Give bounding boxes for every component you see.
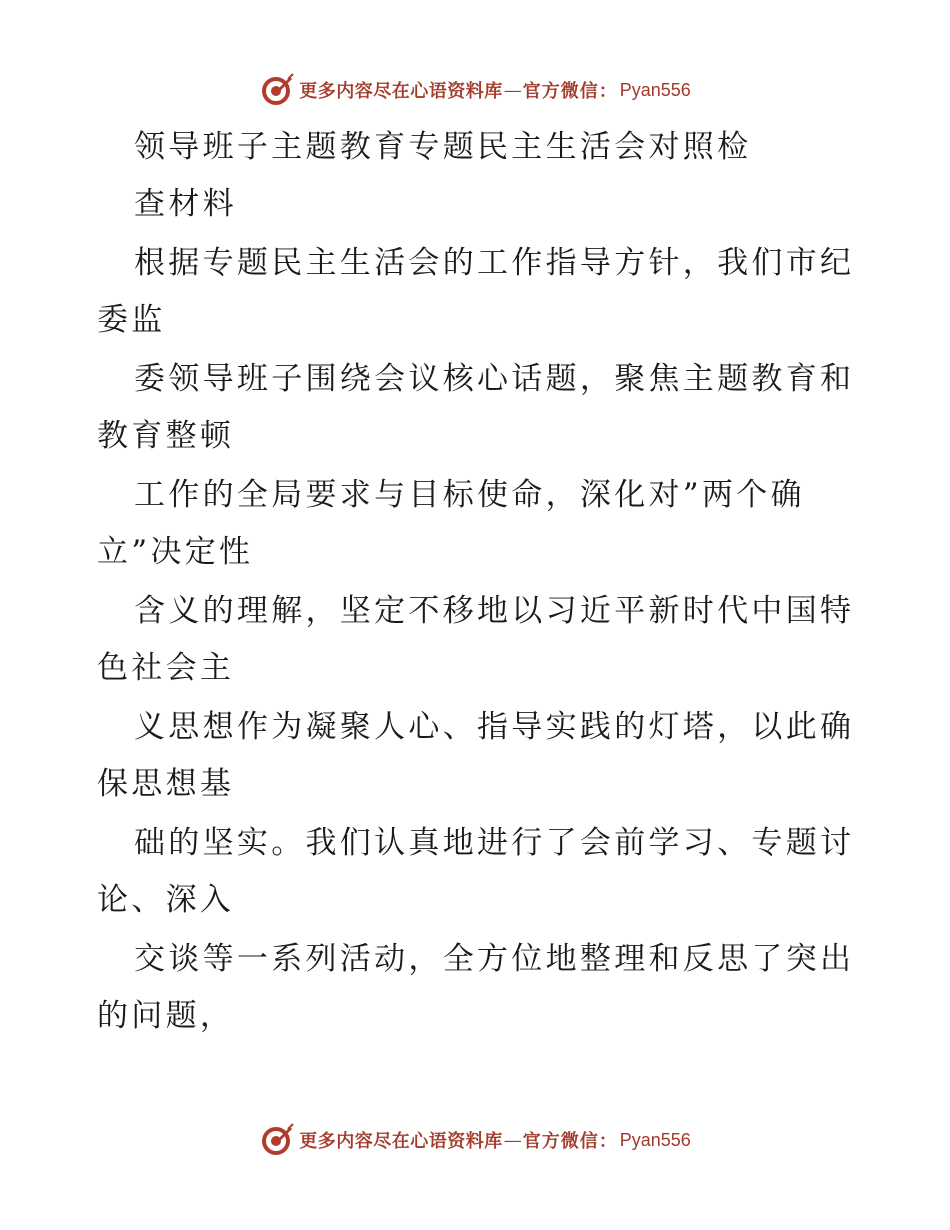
- doc-text-line: 础的坚实。我们认真地进行了会前学习、专题讨: [134, 825, 855, 861]
- footer-site-text: 更多内容尽在心语资料库: [299, 1131, 503, 1152]
- header-wechat-label: 官方微信：: [522, 81, 618, 102]
- doc-text-line: 色社会主: [97, 650, 235, 686]
- doc-text-line: 工作的全局要求与目标使命，深化对”两个确: [134, 477, 805, 513]
- doc-text-line: 论、深入: [97, 882, 235, 918]
- doc-text-line: 含义的理解，坚定不移地以习近平新时代中国特: [134, 593, 855, 629]
- doc-text-line: 交谈等一系列活动，全方位地整理和反思了突出: [134, 941, 855, 977]
- doc-text-line: 委领导班子围绕会议核心话题，聚焦主题教育和: [134, 361, 855, 397]
- footer-wechat-id: Pyan556: [619, 1129, 691, 1150]
- doc-text-line: 保思想基: [97, 766, 235, 802]
- footer-banner: [0, 1120, 950, 1160]
- footer-separator: —: [503, 1129, 522, 1151]
- header-wechat-id: Pyan556: [619, 79, 691, 100]
- doc-title-line-1: 领导班子主题教育专题民主生活会对照检: [134, 129, 752, 165]
- doc-text-line: 教育整顿: [97, 418, 235, 454]
- doc-text-line: 义思想作为凝聚人心、指导实践的灯塔，以此确: [134, 709, 855, 745]
- doc-title-line-2: 查材料: [134, 186, 237, 222]
- doc-text-line: 立”决定性: [97, 534, 254, 570]
- header-separator: —: [503, 79, 522, 101]
- header-site-text: 更多内容尽在心语资料库: [299, 81, 503, 102]
- pen-logo-icon: [259, 1122, 295, 1158]
- doc-text-line: 的问题，: [97, 998, 235, 1034]
- doc-text-line: 根据专题民主生活会的工作指导方针，我们市纪: [134, 245, 855, 281]
- doc-text-line: 委监: [97, 302, 166, 338]
- footer-wechat-label: 官方微信：: [522, 1131, 618, 1152]
